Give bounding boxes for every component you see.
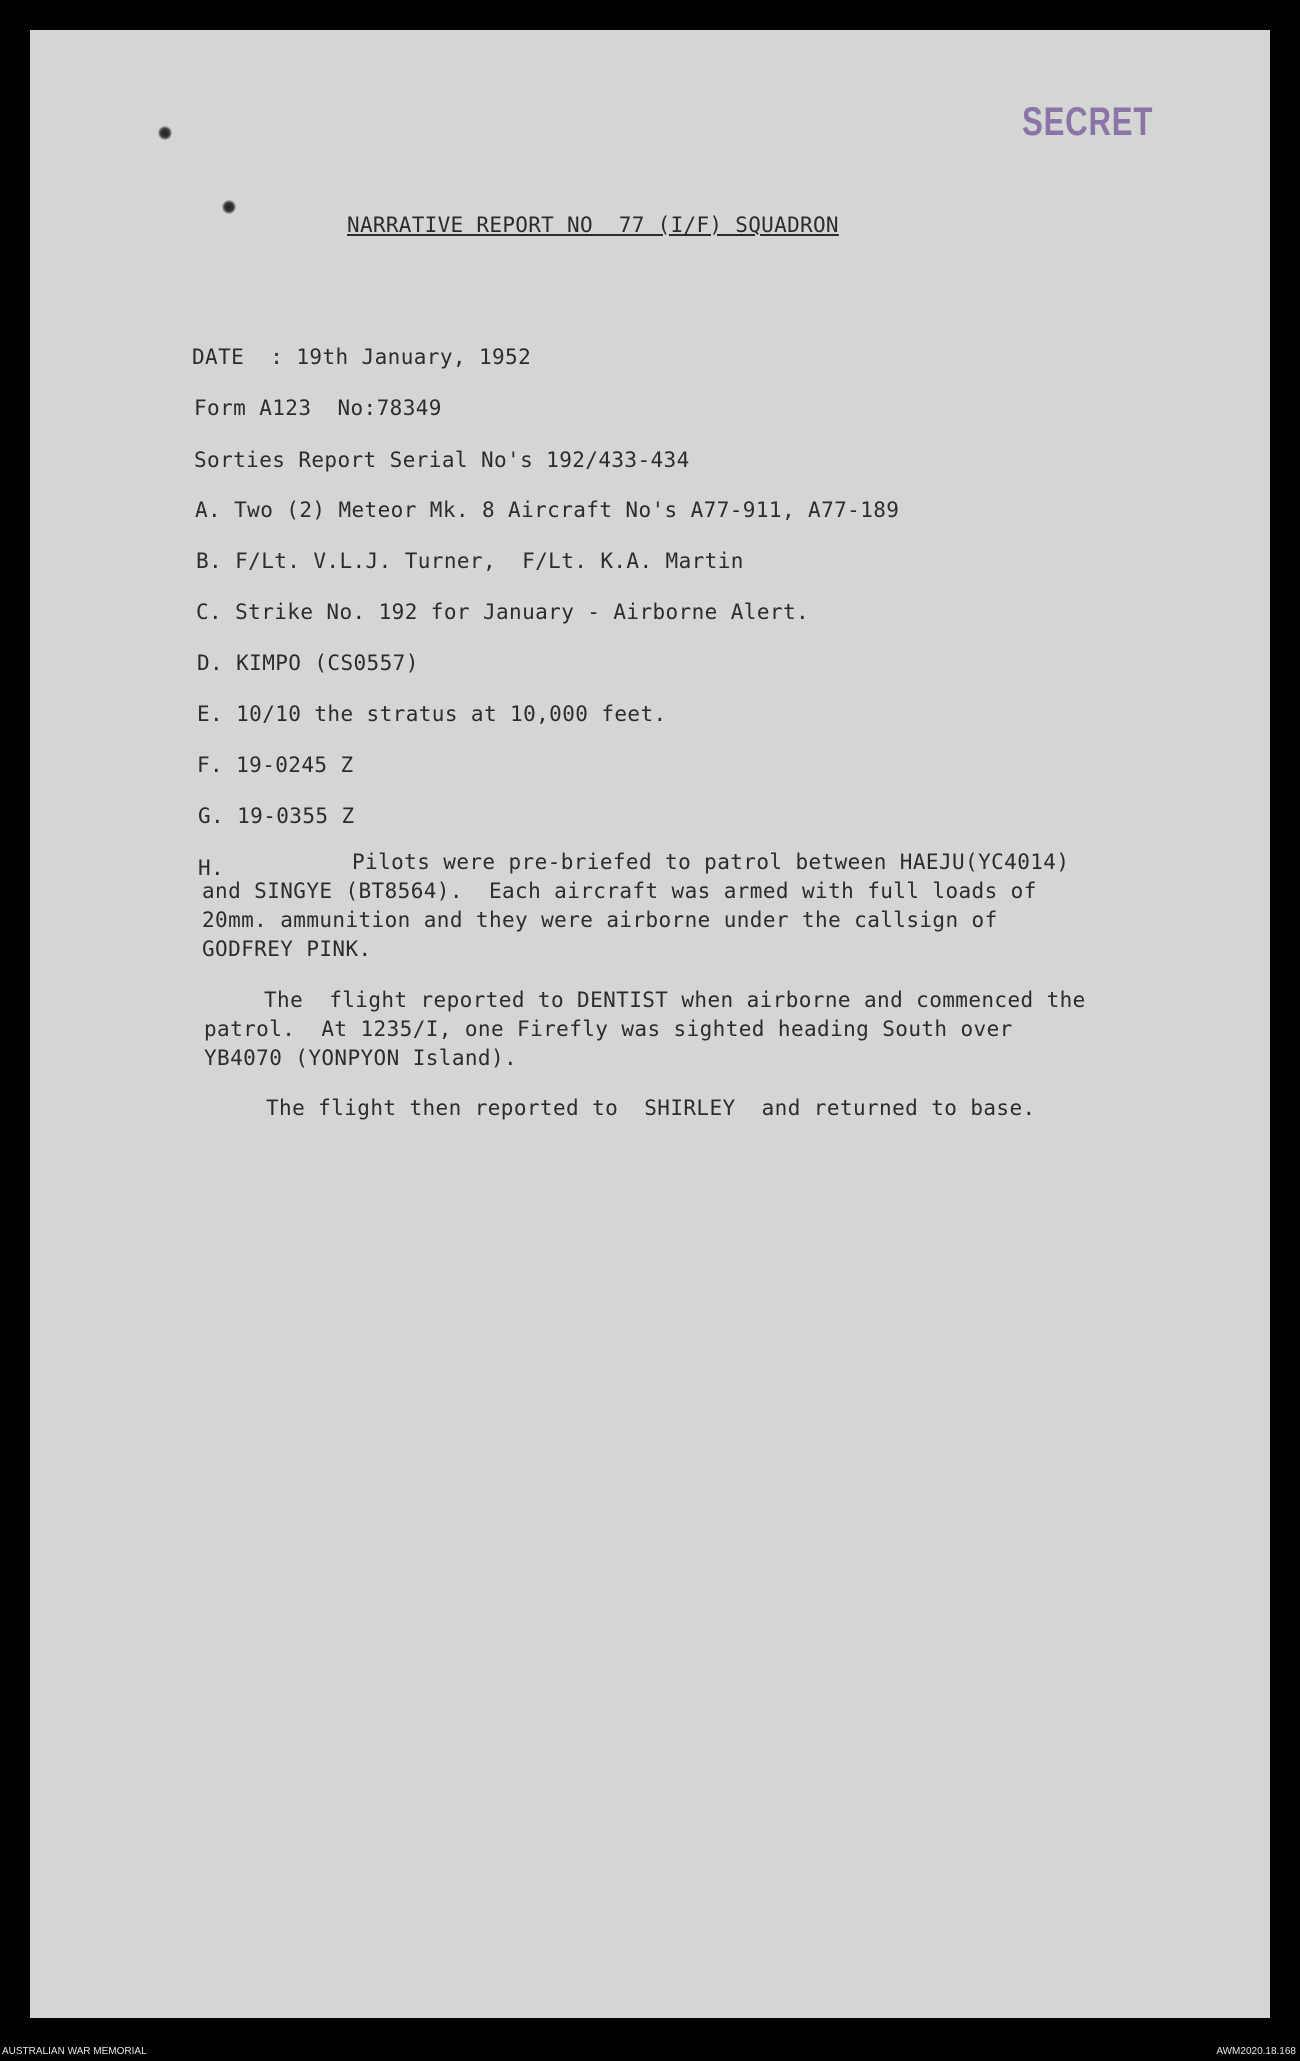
form-line: Form A123 No:78349	[194, 396, 442, 420]
sorties-line: Sorties Report Serial No's 192/433-434	[194, 448, 690, 472]
secret-stamp: SECRET	[1022, 100, 1154, 144]
item-a: A. Two (2) Meteor Mk. 8 Aircraft No's A77-911, A77-189	[195, 498, 900, 522]
footer-accession-number: AWM2020.18.168	[1216, 2046, 1296, 2057]
document-sheet	[30, 30, 1270, 2018]
punch-hole	[158, 126, 172, 140]
report-title: NARRATIVE REPORT NO 77 (I/F) SQUADRON	[347, 213, 839, 237]
footer-institution: AUSTRALIAN WAR MEMORIAL	[2, 2046, 147, 2057]
paragraph-3-line1: The flight then reported to SHIRLEY and returned to base.	[266, 1096, 1036, 1120]
punch-hole	[222, 200, 236, 214]
item-e: E. 10/10 the stratus at 10,000 feet.	[197, 702, 667, 726]
item-c: C. Strike No. 192 for January - Airborne Alert.	[196, 600, 810, 624]
item-h-line2: and SINGYE (BT8564). Each aircraft was armed with full loads of	[202, 879, 1037, 903]
item-h-line4: GODFREY PINK.	[202, 937, 372, 961]
paragraph-2-line1: The flight reported to DENTIST when airborne and commenced the	[264, 988, 1086, 1012]
item-h-label: H.	[198, 856, 225, 880]
item-f: F. 19-0245 Z	[197, 753, 354, 777]
item-d: D. KIMPO (CS0557)	[197, 651, 419, 675]
paragraph-2-line3: YB4070 (YONPYON Island).	[204, 1046, 518, 1070]
item-h-line3: 20mm. ammunition and they were airborne under the callsign of	[202, 908, 998, 932]
date-line: DATE : 19th January, 1952	[192, 345, 532, 369]
item-h-line1: Pilots were pre-briefed to patrol between HAEJU(YC4014)	[352, 850, 1070, 874]
item-g: G. 19-0355 Z	[198, 804, 355, 828]
item-b: B. F/Lt. V.L.J. Turner, F/Lt. K.A. Martin	[196, 549, 744, 573]
paragraph-2-line2: patrol. At 1235/I, one Firefly was sighted heading South over	[204, 1017, 1013, 1041]
